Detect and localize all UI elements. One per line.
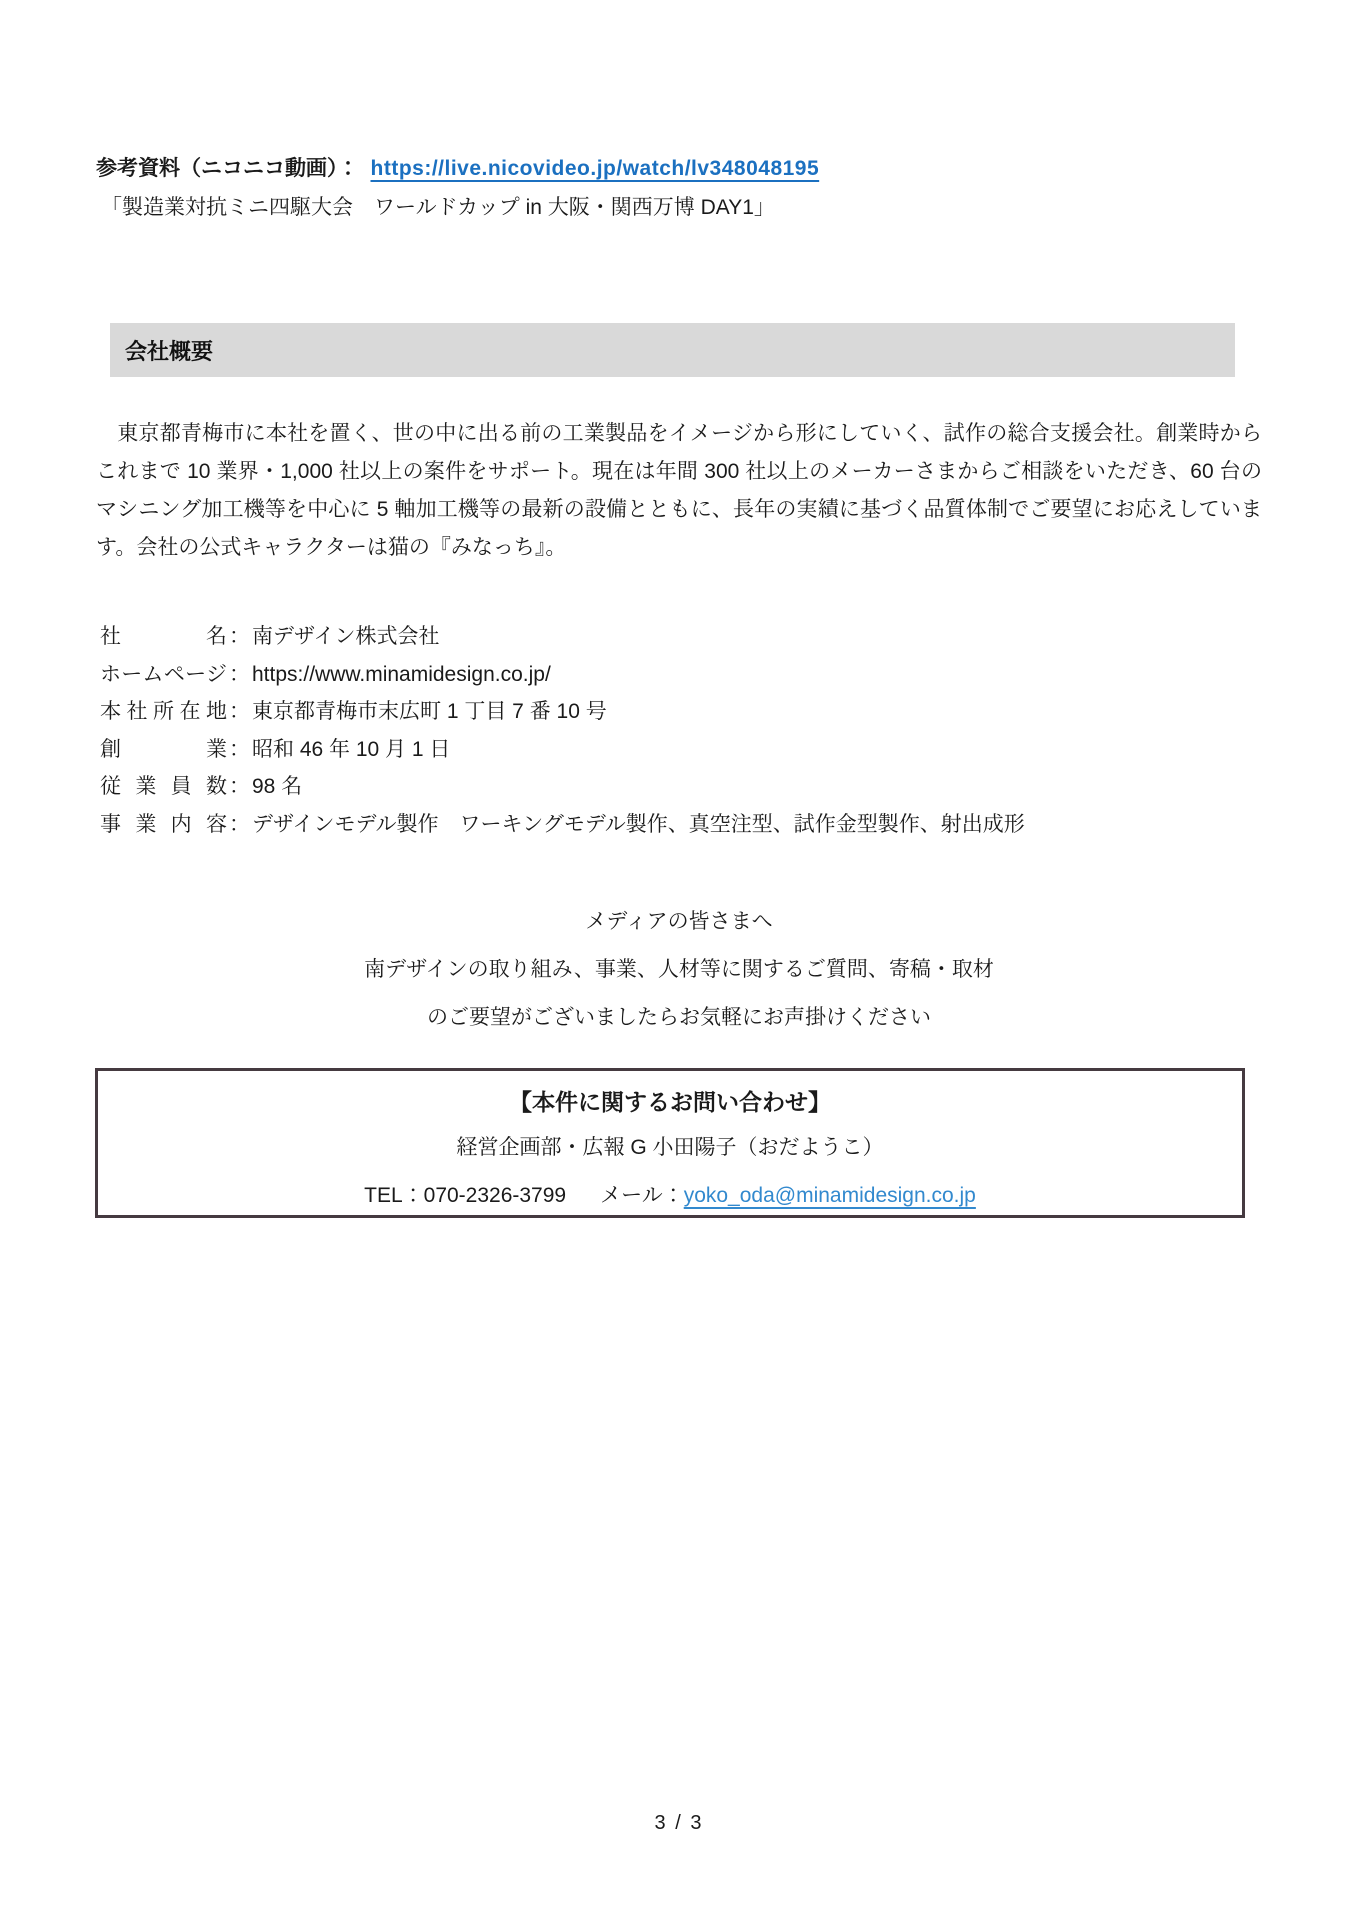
reference-caption: 「製造業対抗ミニ四駆大会 ワールドカップ in 大阪・関西万博 DAY1」 xyxy=(101,196,775,219)
page-number: 3 / 3 xyxy=(654,1812,704,1834)
company-details-list xyxy=(100,618,1260,843)
detail-value: デザインモデル製作 ワーキングモデル製作、真空注型、試作金型製作、射出成形 xyxy=(252,812,1025,836)
company-overview-paragraph: 東京都青梅市に本社を置く、世の中に出る前の工業製品をイメージから形にしていく、試作の総合支援会社。創業時からこれまで 10 業界・1,000 社以上の案件をサポート。現在は年間 300 社以上のメーカーさまからご相談をいただき、60 台のマシニング加工機等を中心に 5 軸加工機等の最新の設備とともに、長年の実績に基づく品質体制でご要望にお応えしています。会社の公式キャラクターは猫の『みなっち』。 xyxy=(96,422,1262,559)
detail-row-business xyxy=(100,806,1260,844)
detail-label: 創業 xyxy=(100,737,227,761)
contact-box-title: 【本件に関するお問い合わせ】 xyxy=(509,1089,831,1115)
detail-label: 事業内容 xyxy=(100,812,227,836)
media-note-line2: 南デザインの取り組み、事業、人材等に関するご質問、寄稿・取材 xyxy=(364,958,994,981)
reference-label: 参考資料（ニコニコ動画）： xyxy=(96,157,359,180)
detail-colon: ： xyxy=(229,812,250,836)
reference-block xyxy=(96,152,1266,225)
detail-colon: ： xyxy=(229,775,250,798)
media-note-line3: のご要望がございましたらお気軽にお声掛けください xyxy=(427,1006,931,1029)
detail-row-employees xyxy=(100,768,1260,806)
detail-label: 社名 xyxy=(100,625,227,648)
detail-colon: ： xyxy=(229,700,250,723)
reference-line xyxy=(96,152,1266,186)
media-note xyxy=(0,898,1358,1042)
detail-row-founded xyxy=(100,731,1260,769)
contact-box xyxy=(95,1068,1245,1218)
detail-label: 本社所在地 xyxy=(100,700,227,723)
section-header-company-overview xyxy=(110,323,1235,377)
detail-colon: ： xyxy=(229,662,250,686)
detail-row-company-name xyxy=(100,618,1260,656)
contact-email-link[interactable]: yoko_oda@minamidesign.co.jp xyxy=(683,1184,976,1207)
detail-value: https://www.minamidesign.co.jp/ xyxy=(252,662,551,686)
contact-mail-label: メール： xyxy=(600,1184,684,1207)
nicovideo-link[interactable]: https://live.nicovideo.jp/watch/lv348048195 xyxy=(370,157,820,180)
detail-value: 南デザイン株式会社 xyxy=(252,625,440,648)
detail-colon: ： xyxy=(229,737,250,761)
media-note-line1: メディアの皆さまへ xyxy=(585,910,773,933)
detail-value: 昭和 46 年 10 月 1 日 xyxy=(252,737,451,761)
contact-tel-line xyxy=(98,1172,1242,1220)
contact-tel: TEL：070-2326-3799 xyxy=(364,1184,567,1207)
section-heading-text: 会社概要 xyxy=(125,338,214,364)
detail-value: 東京都青梅市末広町 1 丁目 7 番 10 号 xyxy=(252,700,607,723)
detail-row-head-office xyxy=(100,693,1260,731)
detail-label: 従業員数 xyxy=(100,775,227,798)
detail-value: 98 名 xyxy=(252,775,303,798)
detail-colon: ： xyxy=(229,625,250,648)
contact-person: 経営企画部・広報 G 小田陽子（おだようこ） xyxy=(456,1136,884,1159)
detail-label: ホームページ xyxy=(100,662,227,686)
detail-row-homepage xyxy=(100,656,1260,694)
